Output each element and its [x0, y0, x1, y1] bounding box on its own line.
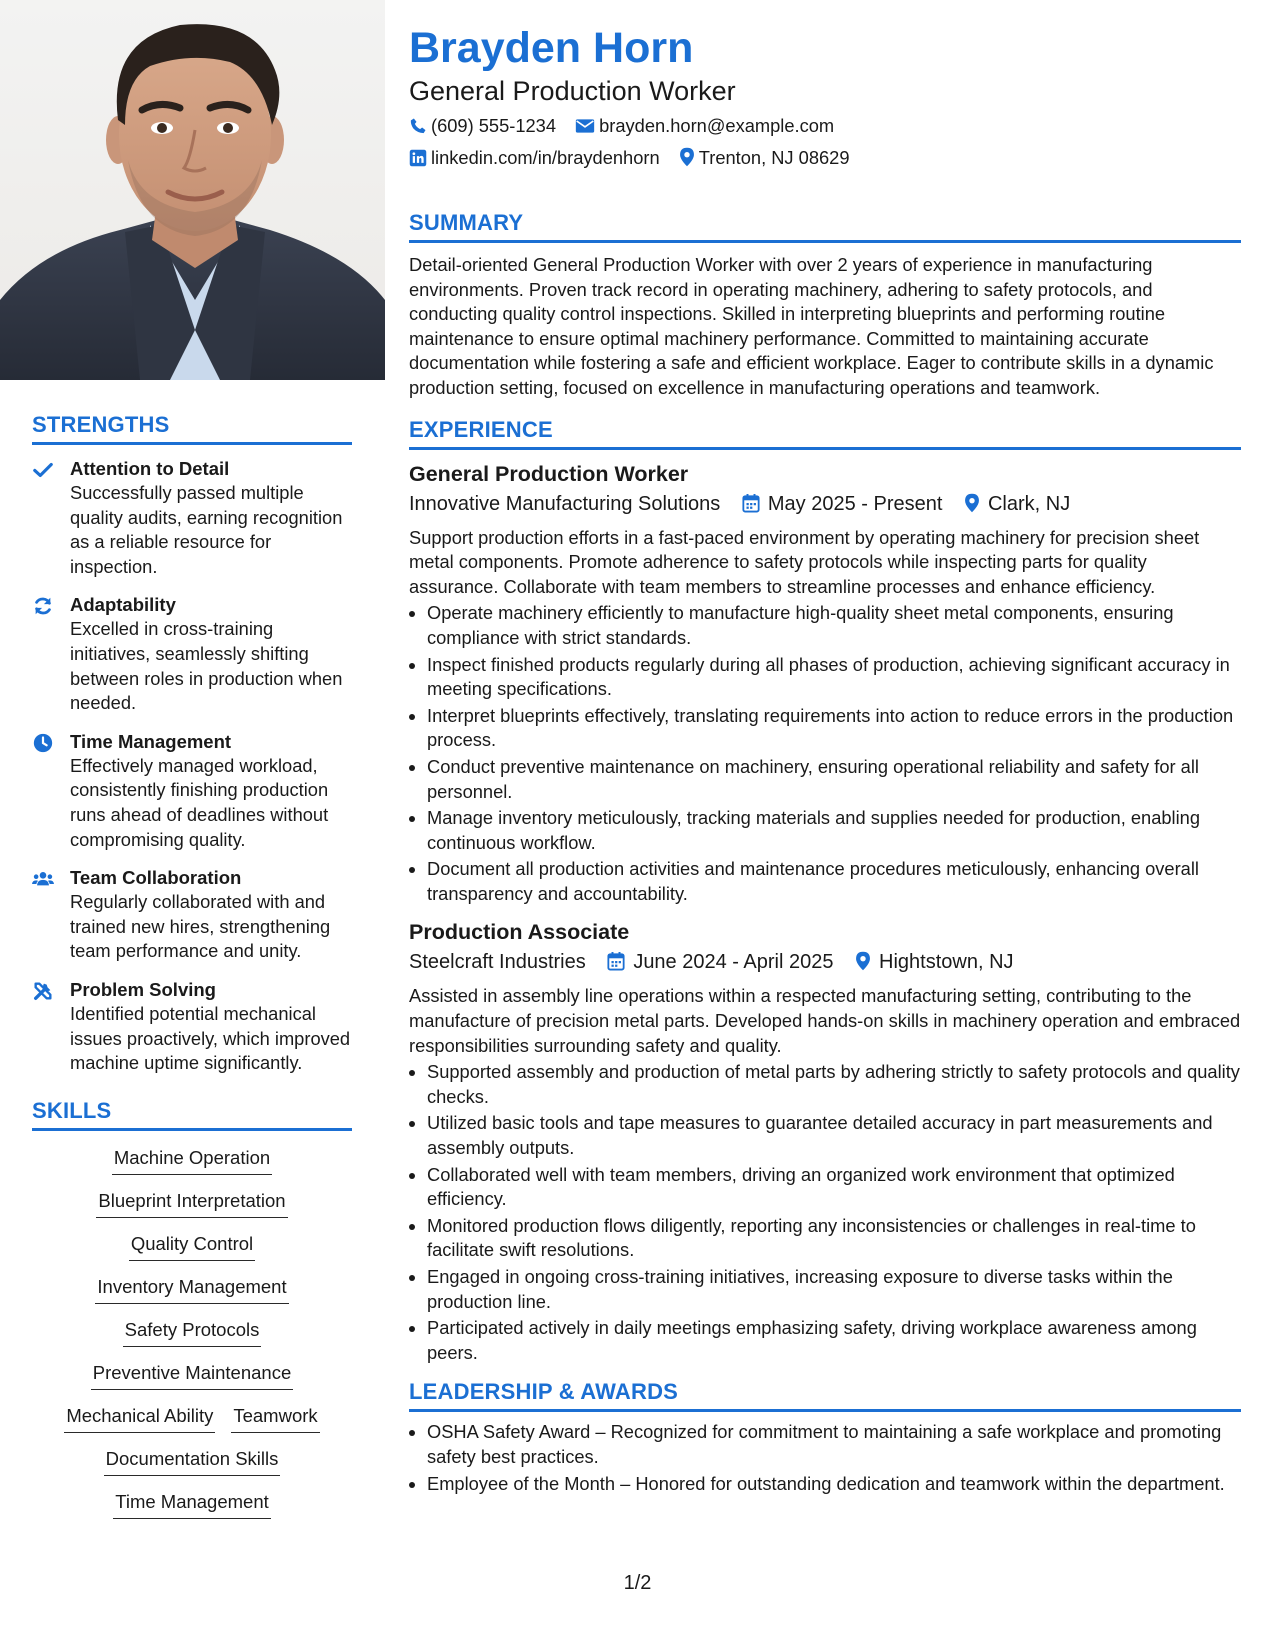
- strength-title: Team Collaboration: [70, 867, 242, 889]
- job-title: General Production Worker: [409, 461, 689, 486]
- awards-list: [409, 1420, 1241, 1496]
- job-location-text: Clark, NJ: [987, 492, 1071, 515]
- job-bullet: • Monitored production flows diligently, reporting any inconsistencies or challenges in real-time to facilitate swift resolutions.: [427, 1214, 1241, 1263]
- job-location-text: Hightstown, NJ: [879, 951, 1014, 974]
- job-bullet: • Conduct preventive maintenance on machinery, ensuring operational reliability and safety for all personnel.: [427, 755, 1241, 804]
- skill-tag: Documentation Skills: [104, 1442, 281, 1476]
- linkedin-link[interactable]: [409, 146, 660, 170]
- contact-info: [409, 114, 1241, 170]
- skill-tag: Quality Control: [129, 1227, 255, 1261]
- job-bullet: • Operate machinery efficiently to manufacture high-quality sheet metal components, ensuring compliance with strict standards.: [427, 601, 1241, 650]
- job-company: Innovative Manufacturing Solutions: [409, 492, 721, 515]
- job-dates: [742, 490, 943, 518]
- candidate-name: Brayden Horn: [409, 24, 694, 72]
- strength-desc: Successfully passed multiple quality audits, earning recognition as a reliable resource for inspection.: [70, 482, 343, 577]
- skill-tag: Blueprint Interpretation: [96, 1184, 287, 1218]
- linkedin-text: linkedin.com/in/braydenhorn: [431, 147, 660, 168]
- strength-title: Time Management: [70, 730, 232, 752]
- summary-heading: SUMMARY: [409, 210, 1241, 243]
- skills-heading: SKILLS: [32, 1098, 352, 1131]
- calendar-icon: [607, 951, 625, 971]
- job-bullet: • Utilized basic tools and tape measures to guarantee detailed accuracy in part measurements and assembly outputs.: [427, 1111, 1241, 1160]
- candidate-role: General Production Worker: [409, 76, 736, 106]
- skill-tag: Mechanical Ability: [64, 1399, 215, 1433]
- job-description: Assisted in assembly line operations within a respected manufacturing setting, contributing to the manufacture of precision metal parts. Developed hands-on skills in machinery operation and embraced responsibilities surrounding safety and quality.: [409, 985, 1241, 1056]
- strength-title: Problem Solving: [70, 978, 216, 1000]
- envelope-icon: [575, 117, 595, 135]
- skill-tag: Teamwork: [231, 1399, 319, 1433]
- job-bullets: [409, 1060, 1241, 1365]
- page-number: 1/2: [623, 1572, 652, 1594]
- tools-icon: [32, 980, 54, 1002]
- awards-section: [409, 1379, 1241, 1496]
- job-dates-text: May 2025 - Present: [767, 492, 943, 515]
- job-meta: [409, 948, 1241, 976]
- portrait-illustration: [0, 0, 385, 380]
- job-meta: [409, 490, 1241, 518]
- summary-section: [409, 210, 1241, 401]
- job-bullet: • Collaborated well with team members, driving an organized work environment that optimized efficiency.: [427, 1163, 1241, 1212]
- strength-item: [32, 866, 352, 964]
- award-item: • Employee of the Month – Honored for outstanding dedication and teamwork within the department.: [427, 1472, 1241, 1497]
- refresh-icon: [32, 595, 54, 617]
- summary-text: Detail-oriented General Production Worker with over 2 years of experience in manufacturing environments. Proven track record in operating machinery, adhering to safety protocols, and conducting quality control inspections. Skilled in interpreting blueprints and performing routine maintenance to ensure optimal machinery performance. Committed to maintaining accurate documentation while fostering a safe and efficient workplace. Eager to contribute skills in a dynamic production setting, focused on excellence in manufacturing operations and teamwork.: [409, 254, 1214, 398]
- job-dates-text: June 2024 - April 2025: [633, 951, 834, 974]
- experience-section: [409, 417, 1241, 1366]
- clock-icon: [32, 732, 54, 754]
- left-column: [32, 412, 352, 1528]
- strength-title: Adaptability: [70, 594, 176, 616]
- phone-text: (609) 555-1234: [431, 115, 557, 136]
- phone-link[interactable]: [409, 114, 556, 138]
- job-bullet: • Inspect finished products regularly during all phases of production, achieving significant accuracy in meeting specifications.: [427, 653, 1241, 702]
- strengths-list: [32, 457, 352, 1076]
- email-text: brayden.horn@example.com: [599, 115, 835, 136]
- location: [679, 146, 850, 170]
- map-pin-icon: [855, 951, 871, 971]
- job-bullet: • Supported assembly and production of metal parts by adhering strictly to safety protocols and quality checks.: [427, 1060, 1241, 1109]
- strength-desc: Regularly collaborated with and trained new hires, strengthening team performance and unity.: [70, 891, 331, 962]
- job-dates: [607, 948, 833, 976]
- job-bullet: • Participated actively in daily meetings emphasizing safety, driving workplace awareness among peers.: [427, 1316, 1241, 1365]
- job-bullet: • Manage inventory meticulously, tracking materials and supplies needed for production, enabling continuous workflow.: [427, 806, 1241, 855]
- job-bullets: [409, 601, 1241, 906]
- job-entry: [409, 918, 1241, 1365]
- strength-item: [32, 730, 352, 852]
- users-icon: [32, 868, 54, 890]
- skill-tag: Preventive Maintenance: [91, 1356, 293, 1390]
- strength-item: [32, 457, 352, 579]
- job-description: Support production efforts in a fast-paced environment by operating machinery for precision sheet metal components. Promote adherence to safety protocols while inspecting parts for quality assurance. Collaborate with team members to streamline processes and enhance efficiency.: [409, 526, 1200, 597]
- map-pin-icon: [679, 147, 695, 167]
- experience-heading: EXPERIENCE: [409, 417, 1241, 450]
- job-bullet: • Engaged in ongoing cross-training initiatives, increasing exposure to diverse tasks within the production line.: [427, 1265, 1241, 1314]
- right-column: [409, 22, 1241, 1498]
- strength-desc: Effectively managed workload, consistently finishing production runs ahead of deadlines without compromising quality.: [70, 754, 329, 850]
- linkedin-icon: [409, 149, 427, 167]
- job-company: Steelcraft Industries: [409, 951, 586, 974]
- phone-icon: [409, 117, 427, 135]
- skill-tag: Time Management: [113, 1485, 271, 1519]
- strength-item: [32, 978, 352, 1076]
- map-pin-icon: [964, 493, 980, 513]
- location-text: Trenton, NJ 08629: [698, 147, 850, 168]
- strength-desc: Identified potential mechanical issues proactively, which improved machine uptime significantly.: [70, 1002, 351, 1074]
- awards-heading: LEADERSHIP & AWARDS: [409, 1379, 1241, 1412]
- check-icon: [32, 459, 54, 481]
- job-bullet: • Interpret blueprints effectively, translating requirements into action to reduce errors in the production process.: [427, 704, 1241, 753]
- skill-tag: Inventory Management: [95, 1270, 288, 1304]
- profile-photo: [0, 0, 385, 380]
- skill-tag: Machine Operation: [112, 1141, 272, 1175]
- job-bullet: • Document all production activities and maintenance procedures meticulously, enhancing overall transparency and accountability.: [427, 857, 1241, 906]
- calendar-icon: [742, 493, 760, 513]
- job-location: [855, 948, 1014, 976]
- strength-title: Attention to Detail: [70, 458, 230, 479]
- job-location: [964, 490, 1070, 518]
- strength-item: [32, 593, 352, 715]
- job-title: Production Associate: [409, 920, 630, 945]
- award-item: • OSHA Safety Award – Recognized for commitment to maintaining a safe workplace and promoting safety best practices.: [427, 1420, 1241, 1469]
- skill-tag: Safety Protocols: [123, 1313, 262, 1347]
- email-link[interactable]: [575, 114, 834, 138]
- skills-list: [32, 1141, 352, 1519]
- strengths-heading: STRENGTHS: [32, 412, 352, 445]
- job-entry: [409, 460, 1241, 907]
- strength-desc: Excelled in cross-training initiatives, seamlessly shifting between roles in production when needed.: [70, 618, 343, 714]
